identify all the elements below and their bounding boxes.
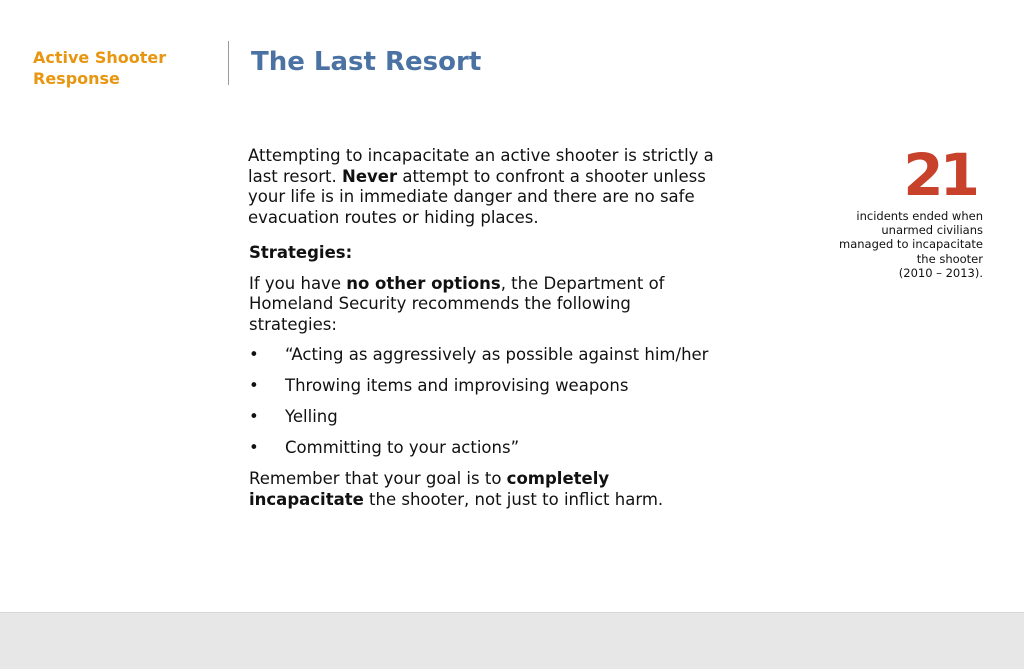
stat-number: 21: [903, 141, 976, 209]
bullet: •: [249, 407, 259, 426]
stat-caption-line: (2010 – 2013).: [898, 265, 983, 280]
header-divider: [228, 41, 229, 85]
strategies-heading: Strategies:: [249, 243, 353, 262]
closing-emphasis: completely incapacitate: [249, 469, 610, 509]
bullet: •: [249, 376, 259, 395]
intro-text-end: attempt to confront a shooter unless your life is in immediate danger and there are no safe evacuation routes or hiding places.: [248, 166, 706, 227]
list-item-text: Committing to your actions”: [285, 438, 520, 457]
stat-caption-line: unarmed civilians: [881, 223, 983, 238]
stat-caption: [830, 209, 983, 280]
strategies-lead-emphasis: no other options: [346, 273, 501, 293]
bullet: •: [249, 345, 259, 364]
strategies-lead-start: If you have: [249, 273, 347, 293]
stat-caption-line: managed to incapacitate: [839, 237, 983, 252]
intro-paragraph: [248, 146, 738, 228]
list-item: [249, 407, 719, 428]
list-item: [249, 376, 719, 397]
footer-bar: [0, 612, 1024, 669]
closing-paragraph: [249, 469, 719, 510]
stat-caption-line: incidents ended when: [856, 209, 983, 223]
strategies-lead: [249, 274, 719, 336]
list-item: [249, 345, 719, 366]
closing-text-start: Remember that your goal is to: [249, 469, 507, 488]
stat-caption-line: the shooter: [916, 251, 983, 266]
strategies-section: [249, 243, 719, 520]
list-item-text: “Acting as aggressively as possible against him/her: [285, 345, 709, 364]
section-label: Active Shooter Response: [33, 48, 167, 88]
strategies-lead-end: , the Department of Homeland Security recommends the following strategies:: [249, 273, 665, 334]
strategies-list: [249, 345, 719, 459]
bullet: •: [249, 438, 259, 457]
page-title: The Last Resort: [251, 47, 482, 77]
closing-text-end: the shooter, not just to inflict harm.: [363, 489, 664, 509]
list-item-text: Throwing items and improvising weapons: [285, 376, 629, 395]
list-item: [249, 438, 719, 459]
intro-emphasis: Never: [342, 166, 398, 186]
intro-text-start: Attempting to incapacitate an active shooter is strictly a last resort.: [248, 146, 714, 186]
list-item-text: Yelling: [285, 407, 338, 426]
